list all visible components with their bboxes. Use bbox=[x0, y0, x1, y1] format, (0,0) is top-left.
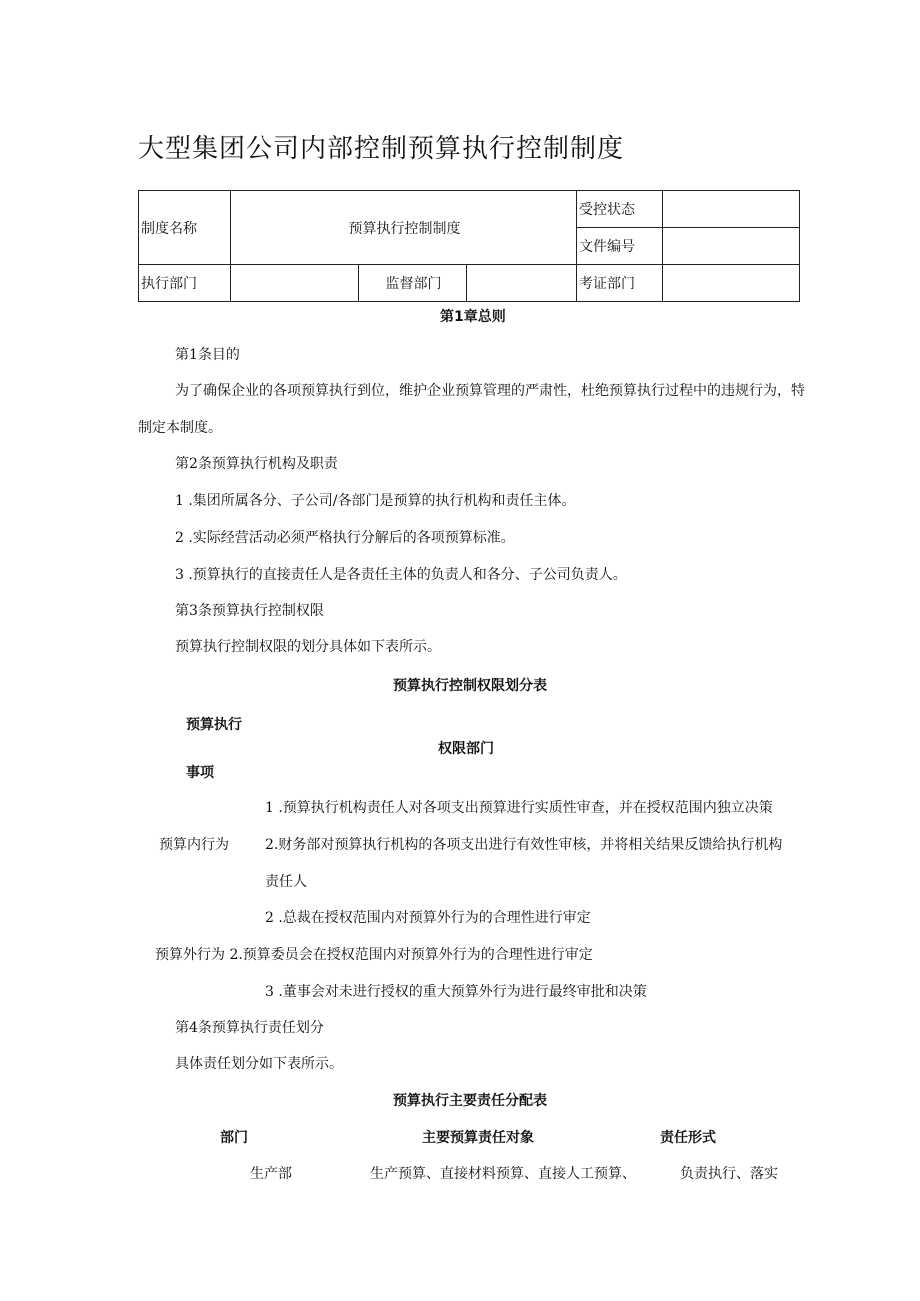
status-value bbox=[663, 191, 800, 228]
article-1-title: 第1条目的 bbox=[175, 347, 240, 363]
table2-col-dept: 部门 bbox=[220, 1130, 248, 1146]
table2-title: 预算执行主要责任分配表 bbox=[393, 1093, 547, 1109]
article-2-title: 第2条预算执行机构及职责 bbox=[175, 456, 338, 472]
article-2-item-2: 2 .实际经营活动必须严格执行分解后的各项预算标准。 bbox=[175, 530, 515, 546]
article-3-text: 预算执行控制权限的划分具体如下表所示。 bbox=[175, 639, 441, 655]
verify-value bbox=[663, 265, 800, 302]
table1-header-dept: 权限部门 bbox=[438, 741, 494, 757]
table2-row1-dept: 生产部 bbox=[250, 1166, 292, 1182]
table1-row1-label: 预算内行为 bbox=[159, 837, 229, 853]
name-value: 预算执行控制制度 bbox=[231, 191, 577, 265]
table2-row1-form: 负责执行、落实 bbox=[680, 1166, 778, 1182]
table1-row2-line-1: 2 .总裁在授权范围内对预算外行为的合理性进行审定 bbox=[265, 910, 591, 926]
file-no-value bbox=[663, 228, 800, 265]
verify-label: 考证部门 bbox=[577, 265, 663, 302]
table1-title: 预算执行控制权限划分表 bbox=[393, 678, 547, 694]
article-1-line-2: 制定本制度。 bbox=[138, 420, 222, 436]
article-2-item-1: 1 .集团所属各分、子公司/各部门是预算的执行机构和责任主体。 bbox=[175, 493, 576, 509]
exec-dept-value bbox=[231, 265, 359, 302]
table1-row2-line-2: 预算外行为 2.预算委员会在授权范围内对预算外行为的合理性进行审定 bbox=[155, 947, 593, 963]
table1-row1-line-2: 2.财务部对预算执行机构的各项支出进行有效性审核，并将相关结果反馈给执行机构 bbox=[265, 837, 783, 853]
table1-row1-line-3: 责任人 bbox=[265, 874, 307, 890]
article-1-line-1: 为了确保企业的各项预算执行到位，维护企业预算管理的严肃性，杜绝预算执行过程中的违规行为，特 bbox=[175, 383, 805, 399]
table1-row2-line-3: 3 .董事会对未进行授权的重大预算外行为进行最终审批和决策 bbox=[265, 984, 647, 1000]
table1-header-item-b: 事项 bbox=[186, 765, 214, 781]
exec-dept-label: 执行部门 bbox=[139, 265, 231, 302]
table2-col-form: 责任形式 bbox=[660, 1130, 716, 1146]
article-4-title: 第4条预算执行责任划分 bbox=[175, 1020, 324, 1036]
article-4-text: 具体责任划分如下表所示。 bbox=[175, 1056, 343, 1072]
table1-row1-line-1: 1 .预算执行机构责任人对各项支出预算进行实质性审查，并在授权范围内独立决策 bbox=[265, 800, 773, 816]
name-label: 制度名称 bbox=[139, 191, 231, 265]
meta-table bbox=[138, 190, 800, 302]
status-label: 受控状态 bbox=[577, 191, 663, 228]
file-no-label: 文件编号 bbox=[577, 228, 663, 265]
table2-col-object: 主要预算责任对象 bbox=[422, 1130, 534, 1146]
article-3-title: 第3条预算执行控制权限 bbox=[175, 603, 324, 619]
document-title: 大型集团公司内部控制预算执行控制制度 bbox=[138, 134, 625, 164]
table1-header-item-a: 预算执行 bbox=[186, 717, 242, 733]
chapter-heading: 第1章总则 bbox=[440, 309, 506, 325]
table2-row1-object: 生产预算、直接材料预算、直接人工预算、 bbox=[370, 1166, 636, 1182]
supervise-label: 监督部门 bbox=[359, 265, 467, 302]
article-2-item-3: 3 .预算执行的直接责任人是各责任主体的负责人和各分、子公司负责人。 bbox=[175, 567, 627, 583]
supervise-value bbox=[467, 265, 577, 302]
